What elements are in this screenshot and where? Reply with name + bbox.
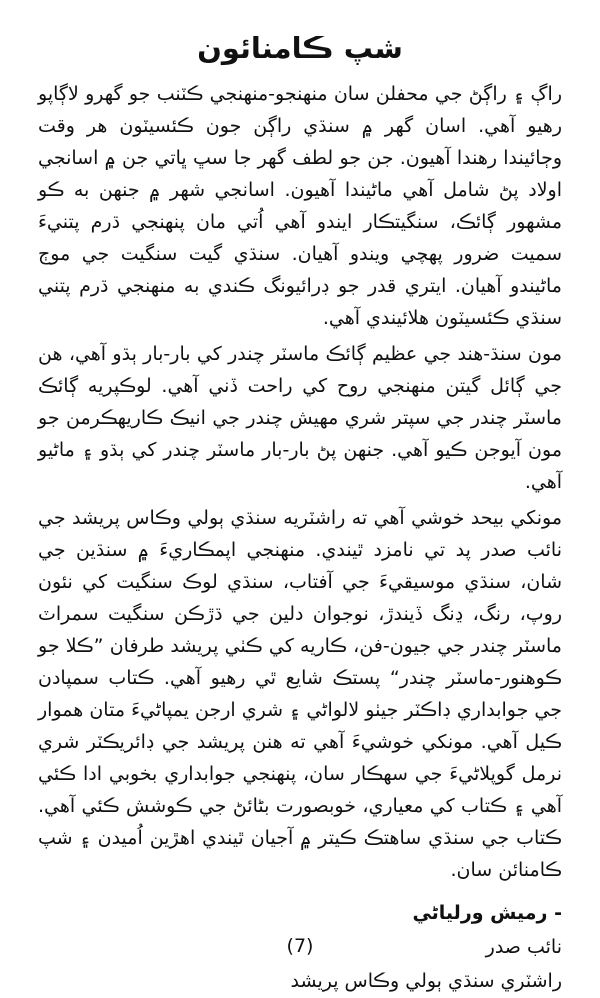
paragraph-1: راڳ ۽ راڳڻ جي محفلن سان منهنجو-منهنجي ڪٽنب جو گهرو لاڳاپو رهيو آهي. اسان گهر ۾ سنڌي راڳن جون ڪئسيٽون هر وقت وڄائيندا رهندا آهيون. جن جو لطف گهر جا سڀ ڀاتي جن ۾ اسانجي اولاد پڻ شامل آهي ماڻيندا آهيون. اسانجي شهر ۾ جنهن به ڪو مشهور ڳائڪ، سنگيتڪار ايندو آهي اُتي مان پنهنجي ڌرم پتنيءَ سميت ضرور پهچي ويندو آهيان. سنڌي گيت سنگيت جي موڄ ماڻيندو آهيان. ايتري قدر جو ڊرائيونگ ڪندي به منهنجي ڌرم پتني سنڌي ڪئسيٽون هلائيندي آهي. [38,83,562,329]
signatory-organization: راشٽري سنڌي ٻولي وڪاس پريشد [290,970,562,992]
page-title: شپ ڪامنائون [197,31,403,65]
page-number: (7) [286,935,314,957]
paragraph-3: مونکي بيحد خوشي آهي ته راشٽريه سنڌي ٻولي وڪاس پريشد جي نائب صدر پد تي نامزد ٿيندي. منهنجي اپمڪاريءَ ۾ سنڌين جي شان، سنڌي موسيقيءَ جي آفتاب، سنڌي لوڪ سنگيت کي نئون روپ، رنگ، ڍنگ ڏيندڙ، نوجوان دلين جي ڌڙڪن سنگيت سمراٽ ماسٽر چندر جي جيون-فن، ڪاريه کي ڪٺي پريشد طرفان ”ڪلا جو ڪوهنور-ماسٽر چندر“ پستڪ شايع ٿي رهيو آهي. ڪتاب سمپادن جي جوابداري ڊاڪٽر جيٺو لالواڻي ۽ شري ارجن يمپاڻيءَ متان هموار ڪيل آهي. مونکي خوشيءَ آهي ته هنن پريشد جي ڊائريڪٽر شري نرمل گوپلاڻيءَ جي سهڪار سان، پنهنجي جوابداري بخوبي ادا ڪئي آهي ۽ ڪتاب کي معياري، خوبصورت بڻائڻ جي ڪوشش ڪئي آهي. ڪتاب جي سنڌي ساهتڪ ڪيتر ۾ آجيان ٿيندي اهڙين اُميدن ۽ شپ ڪامنائن سان. [38,507,562,881]
signatory-name: - رميش ورلياڻي [412,902,562,924]
paragraph-2: مون سنڌ-هند جي عظيم ڳائڪ ماسٽر چندر کي بار-بار ٻڌو آهي، هن جي ڳائل گيتن منهنجي روح کي راحت ڏني آهي. لوڪپريه ڳائڪ ماسٽر چندر جي سپتر شري مهيش چندر جي انيڪ ڪاريهڪرمن جو مون آيوجن ڪيو آهي. جنهن پڻ بار-بار ماسٽر چندر کي ٻڌو ۽ ماڻيو آهي. [38,343,562,493]
signatory-designation: نائب صدر [485,936,562,958]
